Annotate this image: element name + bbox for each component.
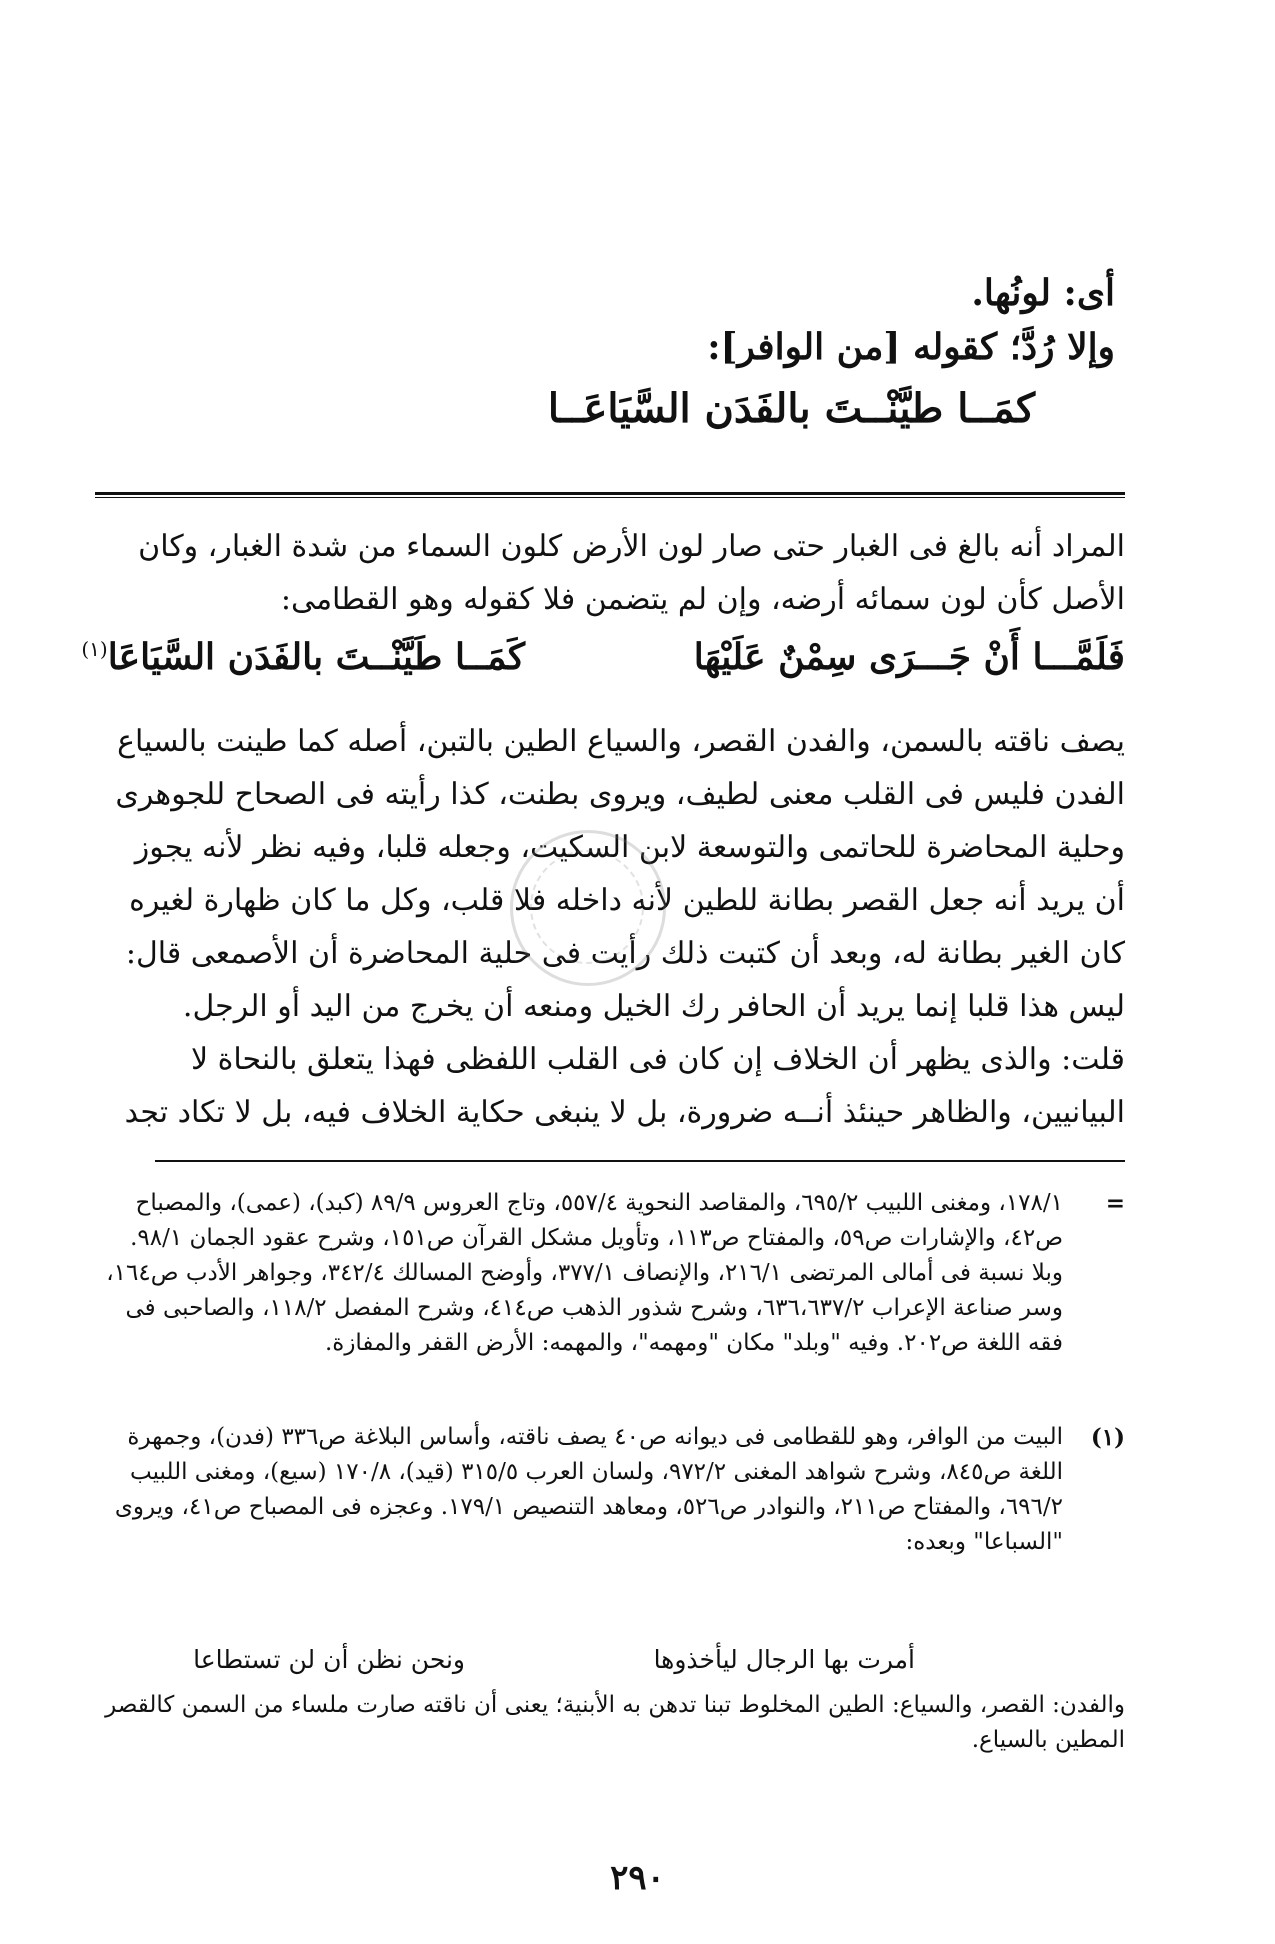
header-line-2: وإلا رُدَّ؛ كقوله [من الوافر]: — [707, 326, 1115, 368]
footnote-continued — [95, 1186, 1125, 1361]
footnote-1-marker: (١) — [1090, 1424, 1125, 1451]
header-verse: كمَــا طيَّنْــتَ بالفَدَن السَّيَاعَــا — [547, 385, 1035, 432]
commentary-paragraph-3: قلت: والذى يظهر أن الخلاف إن كان فى القلب اللفظى فهذا يتعلق بالنحاة لا البيانيين، والظاهر حينئذ أنــه ضرورة، بل لا ينبغى حكاية الخلاف فيه، بل لا تكاد تجد — [124, 1042, 1125, 1130]
footnote-poem — [95, 1645, 1125, 1685]
top-rule-thin — [95, 497, 1125, 498]
footnote-1 — [95, 1420, 1125, 1560]
top-rule — [95, 492, 1125, 495]
footnote-ref[interactable]: (١) — [81, 637, 108, 661]
commentary-paragraph-2: يصف ناقته بالسمن، والفدن القصر، والسياع الطين بالتبن، أصله كما طينت بالسياع الفدن فليس فى القلب معنى لطيف، ويروى بطنت، كذا رأيته فى الصحاح للجوهرى وحلية المحاضرة للحاتمى والتوسعة لابن السكيت، وجعله قلبا، وفيه نظر لأنه يجوز أن يريد أنه جعل القصر بطانة للطين لأنه داخله فلا قلب، وكل ما كان ظهارة لغيره كان الغير بطانة له، وبعد أن كتبت ذلك رأيت فى حلية المحاضرة أن الأصمعى قال: ليس هذا قلبا إنما يريد أن الحافر رك الخيل ومنعه أن يخرج من اليد أو الرجل. — [115, 724, 1125, 1024]
library-stamp-inner — [530, 850, 644, 964]
footnote-poem-first: أمرت بها الرجال ليأخذوها — [653, 1645, 915, 1674]
footnote-continuation-marker: = — [1105, 1190, 1125, 1217]
footnote-poem-second: ونحن نظن أن لن تستطاعا — [193, 1645, 465, 1674]
footnote-1-end — [95, 1688, 1125, 1758]
header-line-1: أى: لونُها. — [971, 272, 1115, 314]
footnote-continued-text: ١٧٨/١، ومغنى اللبيب ٦٩٥/٢، والمقاصد النحوية ٥٥٧/٤، وتاج العروس ٨٩/٩ (كبد)، (عمى)، والمصباح ص٤٢، والإشارات ص٥٩، والمفتاح ص١١٣، وتأويل مشكل القرآن ص١٥١، وشرح عقود الجمان ٩٨/١. وبلا نسبة فى أمالى المرتضى ٢١٦/١، والإنصاف ٣٧٧/١، وأوضح المسالك ٣٤٢/٤، وجواهر الأدب ص١٦٤، وسر صناعة الإعراب ٦٣٦،٦٣٧/٢، وشرح شذور الذهب ص٤١٤، وشرح المفصل ١١٨/٢، والصاحبى فى فقه اللغة ص٢٠٢. وفيه "وبلد" مكان "ومهمه"، والمهمه: الأرض القفر والمفازة. — [106, 1190, 1063, 1356]
page-number: ٢٩٠ — [610, 1858, 665, 1898]
footnote-1-text: البيت من الوافر، وهو للقطامى فى ديوانه ص٤٠ يصف ناقته، وأساس البلاغة ص٣٣٦ (فدن)، وجمهرة اللغة ص٨٤٥، وشرح شواهد المغنى ٩٧٢/٢، ولسان العرب ٣١٥/٥ (قيد)، ١٧٠/٨ (سيع)، ومغنى اللبيب ٦٩٦/٢، والمفتاح ص٢١١، والنوادر ص٥٢٦، ومعاهد التنصيص ١٧٩/١. وعجزه فى المصباح ص٤١، ويروى "السباعا" وبعده: — [114, 1424, 1063, 1555]
footnote-1-end-text: والفدن: القصر، والسياع: الطين المخلوط تبنا تدهن به الأبنية؛ يعنى أن ناقته صارت ملساء من السمن كالقصر المطين بالسياع. — [105, 1692, 1125, 1753]
footnote-separator — [155, 1160, 1125, 1162]
commentary-verse — [81, 636, 1125, 696]
verse-second-text: كَمَــا طَيَّنْــتَ بالفَدَن السَّيَاعَا — [107, 636, 525, 678]
commentary-paragraph-1: المراد أنه بالغ فى الغبار حتى صار لون الأرض كلون السماء من شدة الغبار، وكان الأصل كأن لون سمائه أرضه، وإن لم يتضمن فلا كقوله وهو القطامى: — [138, 529, 1125, 617]
verse-first-hemistich: فَلَمَّـــا أَنْ جَـــرَى سِمْنٌ عَلَيْهَا — [693, 636, 1125, 678]
verse-second-hemistich — [81, 636, 525, 678]
